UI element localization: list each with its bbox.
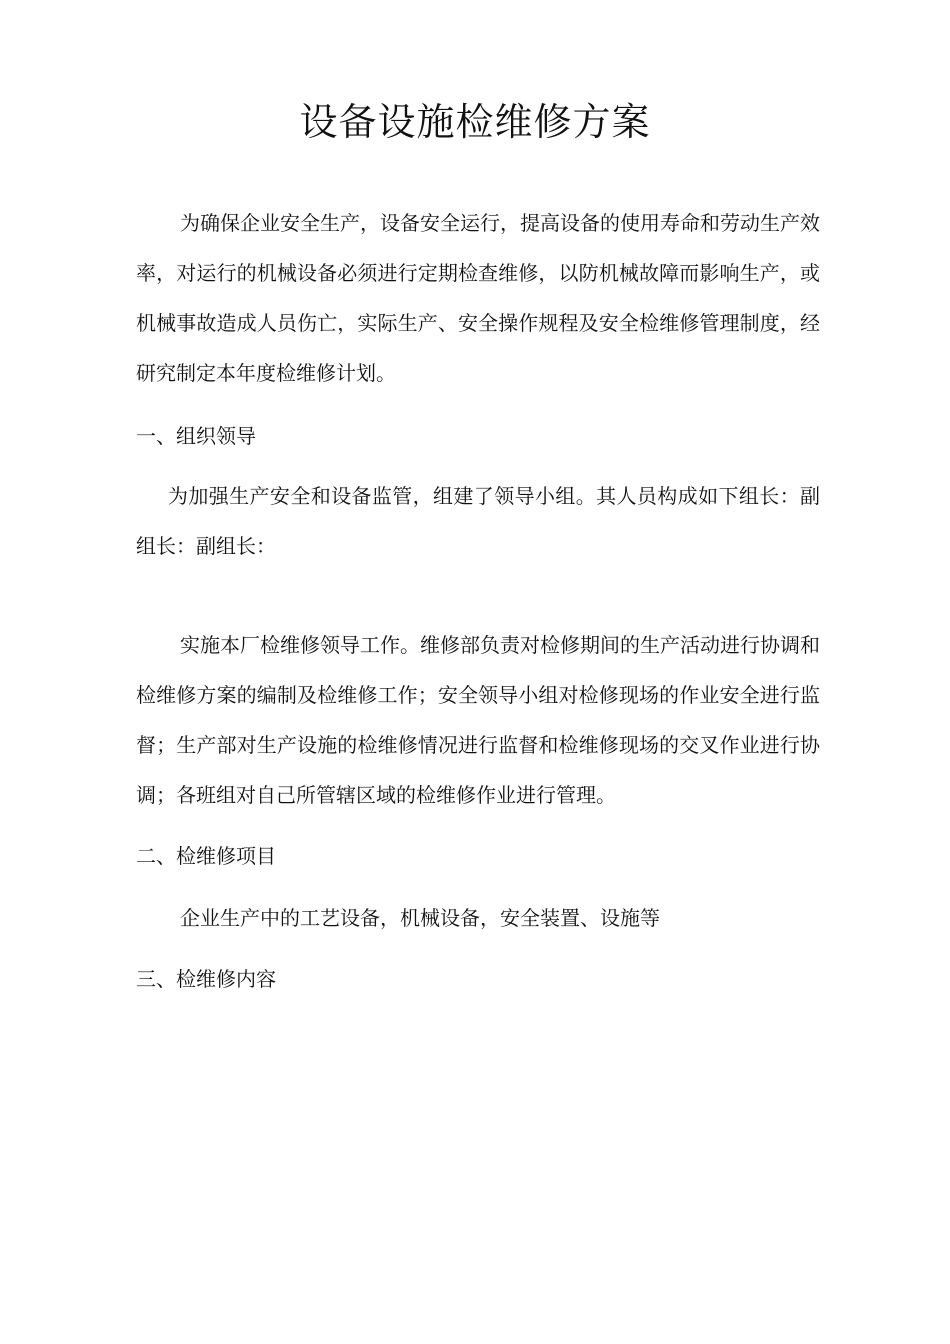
document-title: 设备设施检维修方案: [299, 100, 651, 144]
section-heading-organization: 一、组织领导: [136, 424, 256, 448]
section-heading-items: 二、检维修项目: [136, 844, 276, 868]
organization-paragraph-members: 为加强生产安全和设备监管，组建了领导小组。其人员构成如下组长：副组长：副组长：: [136, 484, 820, 558]
items-paragraph: 企业生产中的工艺设备，机械设备，安全装置、设施等: [180, 906, 660, 930]
section-heading-content: 三、检维修内容: [136, 967, 276, 991]
intro-paragraph: 为确保企业安全生产，设备安全运行，提高设备的使用寿命和劳动生产效率，对运行的机械设备必须进行定期检查维修，以防机械故障而影响生产，或机械事故造成人员伤亡，实际生产、安全操作规程及安全检维修管理制度，经研究制定本年度检维修计划。: [136, 211, 820, 385]
organization-paragraph-duties: 实施本厂检维修领导工作。维修部负责对检修期间的生产活动进行协调和检维修方案的编制及检维修工作；安全领导小组对检修现场的作业安全进行监督；生产部对生产设施的检维修情况进行监督和检维修现场的交叉作业进行协调；各班组对自己所管辖区域的检维修作业进行管理。: [136, 633, 820, 807]
